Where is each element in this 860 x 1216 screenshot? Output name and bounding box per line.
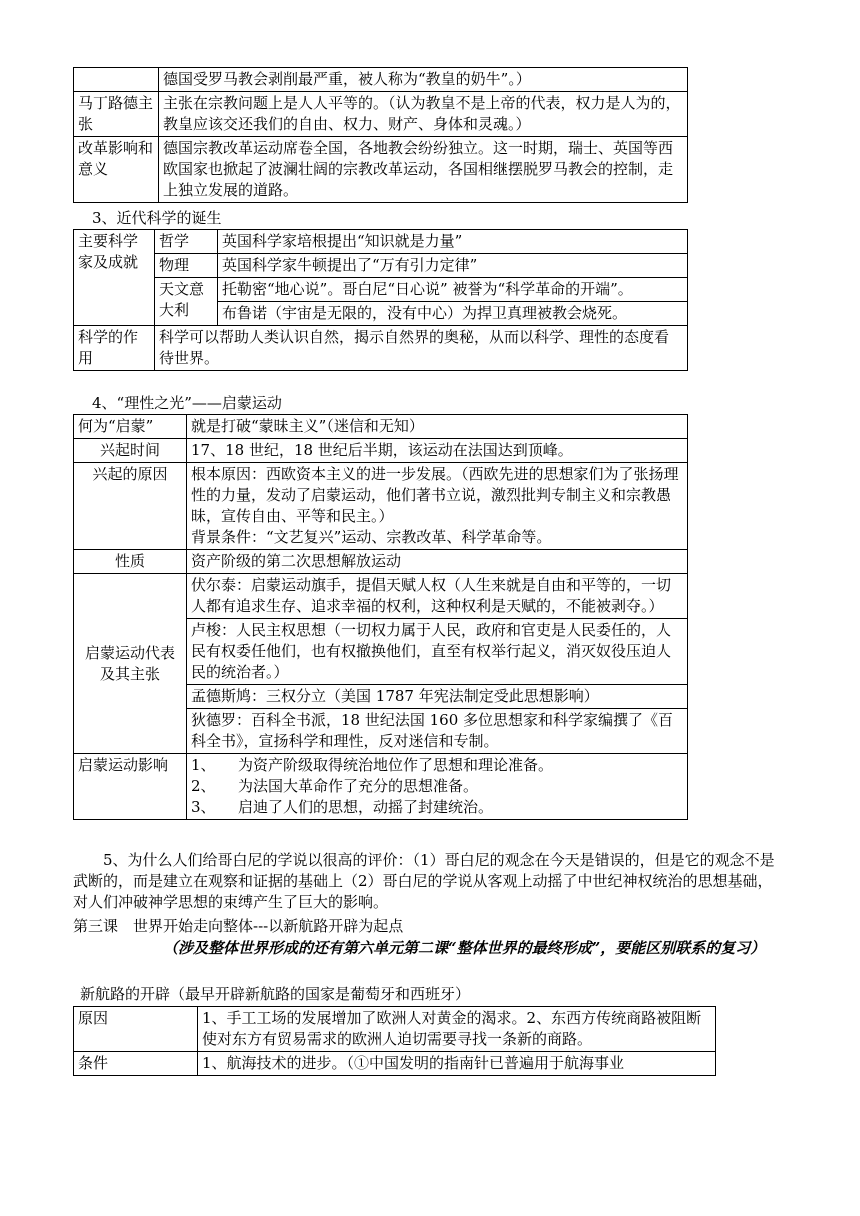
row-content: 就是打破“蒙昧主义”（迷信和无知） xyxy=(187,415,688,439)
table-row xyxy=(74,439,688,463)
row-content: 主张在宗教问题上是人人平等的。（认为教皇不是上帝的代表，权力是人为的，教皇应该交还我们的自由、权力、财产、身体和灵魂。） xyxy=(159,92,688,137)
table-row xyxy=(74,230,688,254)
field-label: 哲学 xyxy=(155,230,218,254)
row-content: 1、手工工场的发展增加了欧洲人对黄金的渴求。2、东西方传统商路被阻断使对东方有贸易需求的欧洲人迫切需要寻找一条新的商路。 xyxy=(198,1007,716,1052)
row-label: 启蒙运动代表及其主张 xyxy=(74,574,187,754)
row-label xyxy=(74,68,159,92)
row-content: 德国受罗马教会剥削最严重，被人称为“教皇的奶牛”。） xyxy=(159,68,688,92)
new-routes-table xyxy=(73,1006,716,1076)
list-item: 2、 为法国大革命作了充分的思想准备。 xyxy=(191,777,479,795)
rep-voltaire: 伏尔泰：启蒙运动旗手，提倡天赋人权（人生来就是自由和平等的，一切人都有追求生存、追求幸福的权利，这种权利是天赋的，不能被剥夺。） xyxy=(187,574,688,619)
field-content: 托勒密“地心说”。哥白尼“日心说” 被誉为“科学革命的开端”。 xyxy=(218,278,688,302)
section-4-title: 4、“理性之光”——启蒙运动 xyxy=(92,394,282,412)
row-label: 科学的作用 xyxy=(74,326,155,371)
field-content: 英国科学家培根提出“知识就是力量” xyxy=(218,230,688,254)
row-label: 性质 xyxy=(74,550,187,574)
table-row xyxy=(74,415,688,439)
reason-background: 背景条件：“文艺复兴”运动、宗教改革、科学革命等。 xyxy=(191,528,552,546)
enlightenment-table xyxy=(73,414,688,820)
row-label: 兴起的原因 xyxy=(74,463,187,550)
table-row xyxy=(74,754,688,820)
row-label: 兴起时间 xyxy=(74,439,187,463)
list-item: 3、 启迪了人们的思想，动摇了封建统治。 xyxy=(191,798,494,816)
table-row xyxy=(74,278,688,302)
field-content: 英国科学家牛顿提出了“万有引力定律” xyxy=(218,254,688,278)
science-table xyxy=(73,229,688,371)
rep-rousseau: 卢梭：人民主权思想（一切权力属于人民，政府和官吏是人民委任的，人民有权委任他们，也有权撤换他们，直至有权举行起义，消灭奴役压迫人民的统治者。） xyxy=(187,619,688,685)
row-label: 何为“启蒙” xyxy=(74,415,187,439)
lesson-3-subtitle: 新航路的开辟（最早开辟新航路的国家是葡萄牙和西班牙） xyxy=(80,985,471,1003)
row-label: 原因 xyxy=(74,1007,198,1052)
table-row xyxy=(74,254,688,278)
group-label: 主要科学家及成就 xyxy=(74,230,155,326)
row-content xyxy=(187,754,688,820)
section-3-title: 3、近代科学的诞生 xyxy=(92,209,222,227)
row-content: 资产阶级的第二次思想解放运动 xyxy=(187,550,688,574)
list-item: 1、 为资产阶级取得统治地位作了思想和理论准备。 xyxy=(191,756,554,774)
row-content: 17、18 世纪，18 世纪后半期，该运动在法国达到顶峰。 xyxy=(187,439,688,463)
table-row xyxy=(74,137,688,203)
field-label: 天文意大利 xyxy=(155,278,218,326)
table-row xyxy=(74,1007,716,1052)
table-row xyxy=(74,68,688,92)
table-row xyxy=(74,463,688,550)
row-content xyxy=(187,463,688,550)
rep-montesquieu: 孟德斯鸠：三权分立（美国 1787 年宪法制定受此思想影响） xyxy=(187,685,688,709)
row-content: 德国宗教改革运动席卷全国，各地教会纷纷独立。这一时期，瑞士、英国等西欧国家也掀起了波澜壮阔的宗教改革运动，各国相继摆脱罗马教会的控制，走上独立发展的道路。 xyxy=(159,137,688,203)
lesson-3-note: （涉及整体世界形成的还有第六单元第二课“整体世界的最终形成”，要能区别联系的复习） xyxy=(163,939,766,957)
field-label: 物理 xyxy=(155,254,218,278)
row-label: 改革影响和意义 xyxy=(74,137,159,203)
lesson-3-title: 第三课 世界开始走向整体---以新航路开辟为起点 xyxy=(73,917,404,935)
reformation-table xyxy=(73,67,688,203)
row-label: 条件 xyxy=(74,1052,198,1076)
row-label: 启蒙运动影响 xyxy=(74,754,187,820)
field-content: 布鲁诺（宇宙是无限的，没有中心）为捍卫真理被教会烧死。 xyxy=(218,302,688,326)
table-row xyxy=(74,92,688,137)
row-content: 科学可以帮助人类认识自然，揭示自然界的奥秘，从而以科学、理性的态度看待世界。 xyxy=(155,326,688,371)
table-row xyxy=(74,1052,716,1076)
row-content: 1、航海技术的进步。（①中国发明的指南针已普遍用于航海事业 xyxy=(198,1052,716,1076)
table-row xyxy=(74,550,688,574)
table-row xyxy=(74,326,688,371)
section-5-text: 5、为什么人们给哥白尼的学说以很高的评价：（1）哥白尼的观念在今天是错误的，但是它的观念不是武断的，而是建立在观察和证据的基础上（2）哥白尼的学说从客观上动摇了中世纪神权统治的思想基础，对人们冲破神学思想的束缚产生了巨大的影响。 xyxy=(73,851,775,911)
reason-main: 根本原因：西欧资本主义的进一步发展。（西欧先进的思想家们为了张扬理性的力量，发动了启蒙运动，他们著书立说，激烈批判专制主义和宗教愚昧，宣传自由、平等和民主。） xyxy=(191,465,679,525)
row-label: 马丁路德主张 xyxy=(74,92,159,137)
rep-diderot: 狄德罗：百科全书派，18 世纪法国 160 多位思想家和科学家编撰了《百科全书》，宣扬科学和理性，反对迷信和专制。 xyxy=(187,709,688,754)
table-row xyxy=(74,574,688,619)
